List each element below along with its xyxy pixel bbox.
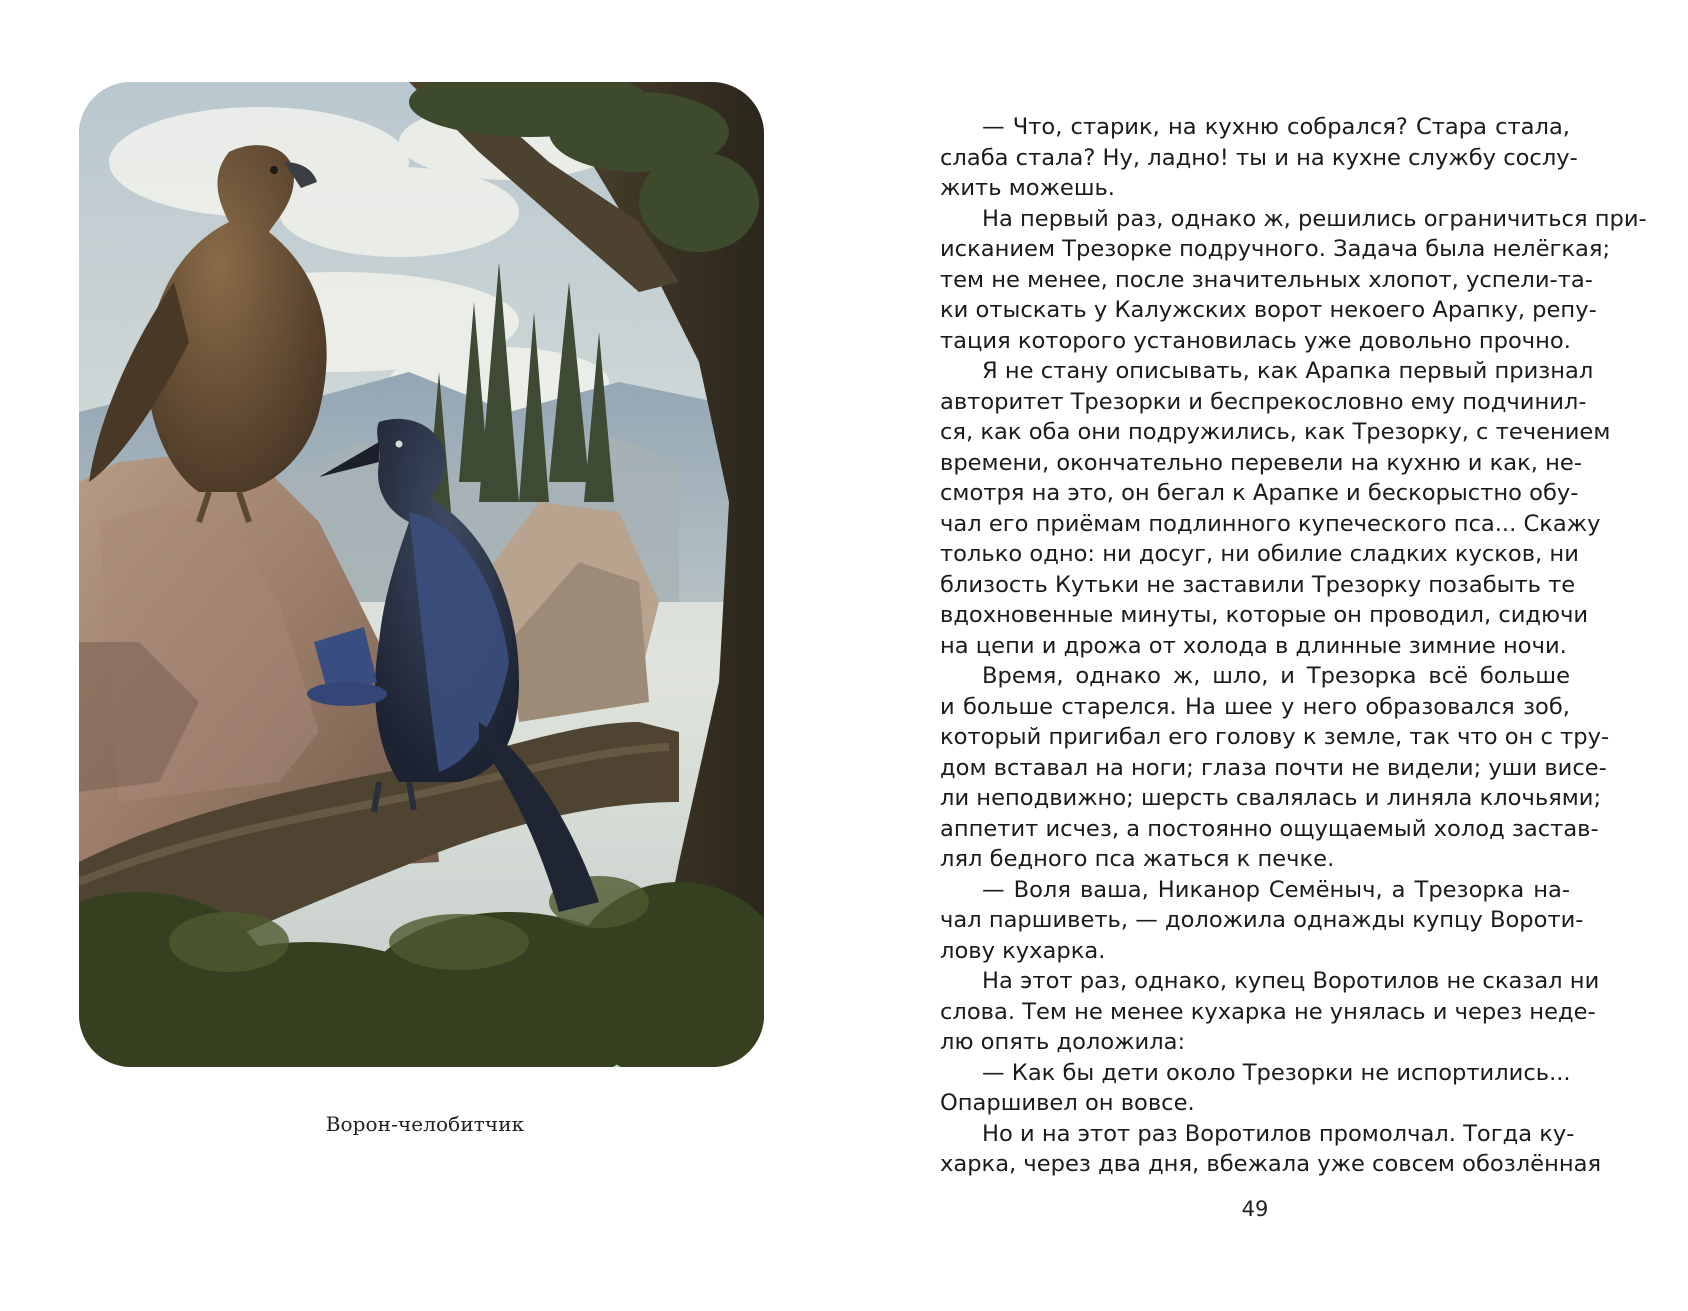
- text-line: слаба стала? Ну, ладно! ты и на кухне службу сослу-: [940, 144, 1578, 171]
- text-line: — Что, старик, на кухню собрался? Стара стала,: [982, 114, 1570, 140]
- text-line: жить можешь.: [940, 175, 1115, 201]
- text-line: Я не стану описывать, как Арапка первый признал: [982, 358, 1594, 384]
- text-line: вдохновенные минуты, которые он проводил, сидючи: [940, 602, 1589, 628]
- text-line: и больше старелся. На шее у него образовался зоб,: [940, 693, 1570, 720]
- text-line: Но и на этот раз Воротилов промолчал. Тогда ку-: [982, 1120, 1575, 1147]
- text-line: ся, как оба они подружились, как Трезорку, с течением: [940, 419, 1611, 445]
- text-line: лю опять доложила:: [940, 1029, 1186, 1055]
- text-line: тем не менее, после значительных хлопот, успели-та-: [940, 266, 1593, 293]
- book-illustration: [79, 82, 764, 1067]
- text-line: ли неподвижно; шерсть свалялась и линяла клочьями;: [940, 785, 1602, 811]
- text-line: тация которого установилась уже довольно прочно.: [940, 327, 1571, 354]
- text-line: близость Кутьки не заставили Трезорку позабыть те: [940, 571, 1576, 598]
- text-line: дом вставал на ноги; глаза почти не видели; уши висе-: [940, 754, 1607, 781]
- text-line: слова. Тем не менее кухарка не унялась и через неде-: [940, 998, 1596, 1025]
- text-line: который пригибал его голову к земле, так что он с тру-: [940, 724, 1610, 750]
- text-line: ки отыскать у Калужских ворот некоего Арапку, репу-: [940, 297, 1597, 323]
- page-text: [940, 112, 1647, 1180]
- text-line: времени, окончательно перевели на кухню и как, не-: [940, 449, 1582, 476]
- text-line: Опаршивел он вовсе.: [940, 1090, 1195, 1116]
- text-line: чал паршиветь, — доложила однажды купцу Вороти-: [940, 907, 1584, 933]
- text-line: Время, однако ж, шло, и Трезорка всё больше: [982, 663, 1570, 689]
- text-line: — Воля ваша, Никанор Семёныч, а Трезорка на-: [982, 876, 1570, 903]
- text-line: На первый раз, однако ж, решились ограничиться при-: [982, 205, 1647, 232]
- text-line: На этот раз, однако, купец Воротилов не сказал ни: [982, 968, 1600, 994]
- text-line: — Как бы дети около Трезорки не испортились...: [982, 1059, 1571, 1086]
- text-line: на цепи и дрожа от холода в длинные зимние ночи.: [940, 632, 1567, 659]
- text-line: лял бедного пса жаться к печке.: [940, 846, 1335, 872]
- text-line: смотря на это, он бегал к Арапке и бескорыстно обу-: [940, 480, 1579, 506]
- text-line: чал его приёмам подлинного купеческого пса... Скажу: [940, 510, 1601, 537]
- text-line: только одно: ни досуг, ни обилие сладких кусков, ни: [940, 541, 1579, 567]
- illustration-caption: Ворон-челобитчик: [325, 1112, 525, 1136]
- illustration-picture: [79, 82, 764, 1067]
- text-line: исканием Трезорке подручного. Задача была нелёгкая;: [940, 236, 1611, 262]
- text-line: лову кухарка.: [940, 937, 1106, 964]
- text-line: авторитет Трезорки и беспрекословно ему подчинил-: [940, 388, 1587, 415]
- text-line: аппетит исчез, а постоянно ощущаемый холод застав-: [940, 815, 1599, 842]
- text-line: харка, через два дня, вбежала уже совсем обозлённая: [940, 1151, 1602, 1177]
- page-number: 49: [1241, 1197, 1269, 1221]
